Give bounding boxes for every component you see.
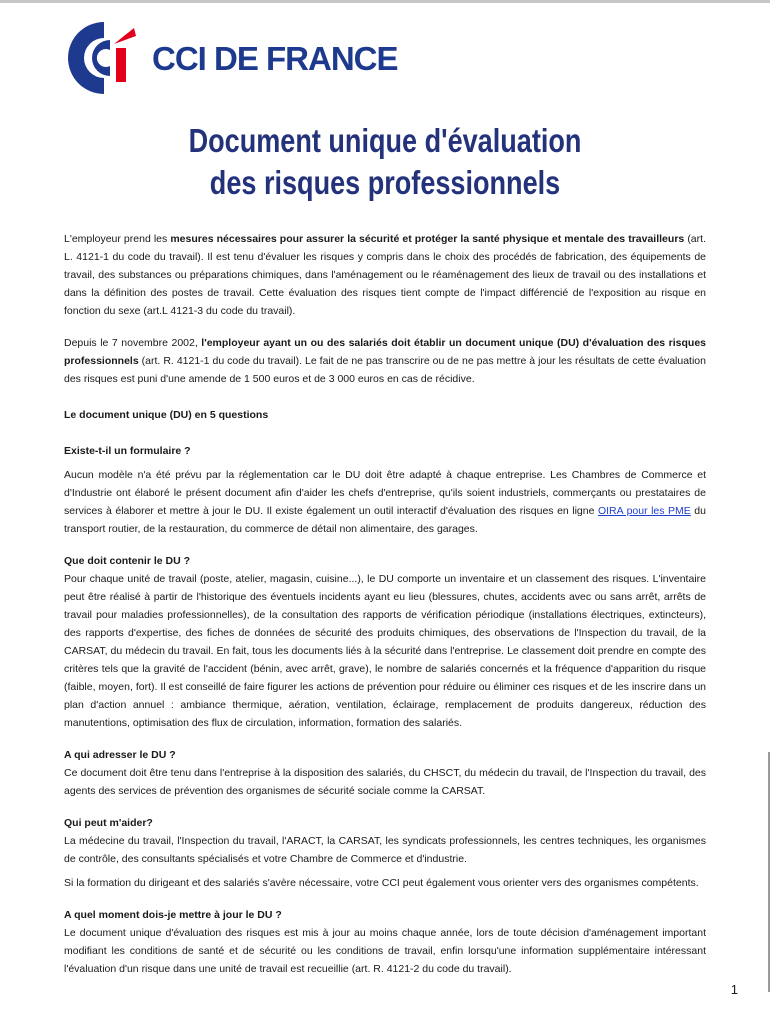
question-1-text: [64, 466, 706, 538]
question-5-text: Le document unique d'évaluation des risques est mis à jour au moins chaque année, lors de toute décision d'aménagement important modifiant les conditions de santé et de sécurité ou les conditions de travail, enfin lorsqu'une information supplémentaire intéressant l'évaluation d'un risque dans une unité de travail est recueillie (art. R. 4121-2 du code du travail).: [64, 927, 706, 975]
intro-paragraph-2: [64, 334, 706, 388]
question-1-heading: Existe-t-il un formulaire ?: [64, 445, 191, 457]
question-4-heading: Qui peut m'aider?: [64, 817, 153, 829]
page-title: [69, 120, 700, 204]
page-number: 1: [730, 982, 738, 997]
top-border: [0, 0, 770, 3]
section-heading: Le document unique (DU) en 5 questions: [64, 409, 269, 421]
document-body: [64, 230, 706, 978]
logo-text: CCI DE FRANCE: [152, 39, 398, 77]
title-line-2: des risques professionnels: [209, 164, 561, 201]
intro-text: (art. R. 4121-1 du code du travail). Le fait de ne pas transcrire ou de ne pas mettre à jour les résultats de cette évaluation des risques est puni d'une amende de 1 500 euros et de 3 000 euros en cas de récidive.: [64, 355, 706, 385]
question-4-text-2: Si la formation du dirigeant et des salariés s'avère nécessaire, votre CCI peut également vous orienter vers des organismes compétents.: [64, 877, 699, 889]
question-2-heading: Que doit contenir le DU ?: [64, 555, 191, 567]
intro-text: L'employeur prend les: [64, 233, 171, 245]
answer-text: Aucun modèle n'a été prévu par la réglementation car le DU doit être adapté à chaque entreprise. Les Chambres de Commerce et d'Industrie ont élaboré le présent document afin d'aider les chefs d'entreprise, qu'ils soient industriels, commerçants ou prestataires de services à élaborer et mettre à jour le DU. Il existe également un outil interactif d'évaluation des risques en ligne: [64, 469, 706, 517]
question-3-text: Ce document doit être tenu dans l'entreprise à la disposition des salariés, du CHSCT, du médecin du travail, de l'Inspection du travail, des agents des services de prévention des organismes de sécurité sociale comme la CARSAT.: [64, 767, 706, 797]
intro-paragraph-1: [64, 230, 706, 320]
question-4-text-1: La médecine du travail, l'Inspection du travail, l'ARACT, la CARSAT, les syndicats professionnels, les centres techniques, les organismes de contrôle, des consultants spécialisés et votre Chambre de Commerce et d'industrie.: [64, 835, 706, 865]
question-2-text: Pour chaque unité de travail (poste, atelier, magasin, cuisine...), le DU comporte un inventaire et un classement des risques. L'inventaire peut être réalisé à partir de l'historique des éventuels incidents ayant eu lieu (blessures, chutes, accidents avec ou sans arrêt, arrêts de travail pour maladies professionnelles), de la consultation des rapports de vérification périodique (installations électriques, extincteurs), des rapports d'expertise, des fiches de données de sécurité des produits chimiques, des observations de l'Inspection du travail, de la CARSAT, du médecin du travail. En fait, tous les documents liés à la sécurité dans l'entreprise. Le classement doit prendre en compte des critères tels que la gravité de l'accident (bénin, avec arrêt, grave), le nombre de salariés concernés et la fréquence d'apparition du risque (faible, moyen, fort). Il est conseillé de faire figurer les actions de prévention pour réduire ou éliminer ces risques et de les inscrire dans un plan d'action annuel : ambiance thermique, aération, ventilation, éclairage, remplacement de produits dangereux, réduction des manutentions, optimisation des flux de circulation, information, formation des salariés.: [64, 573, 706, 729]
intro-text: (art. L. 4121-1 du code du travail). Il est tenu d'évaluer les risques y compris dans le choix des procédés de fabrication, des équipements de travail, des substances ou préparations chimiques, dans l'aménagement ou le réaménagement des lieux de travail ou des installations et dans la définition des postes de travail. Cette évaluation des risques tient compte de l'impact différencié de l'exposition au risque en fonction du sexe (art.L 4121-3 du code du travail).: [64, 233, 706, 317]
oira-link[interactable]: OIRA pour les PME: [597, 505, 691, 517]
answer-text: du transport routier, de la restauration, du commerce de détail non alimentaire, des garages.: [64, 505, 706, 535]
intro-text: Depuis le 7 novembre 2002,: [64, 337, 202, 349]
question-3-heading: A qui adresser le DU ?: [64, 749, 176, 761]
question-5-heading: A quel moment dois-je mettre à jour le DU ?: [64, 909, 282, 921]
title-line-1: Document unique d'évaluation: [188, 122, 582, 159]
cci-logo: [64, 18, 398, 98]
intro-emphasis: l'employeur ayant un ou des salariés doit établir un document unique (DU) d'évaluation des risques professionnels: [64, 337, 706, 367]
intro-emphasis: mesures nécessaires pour assurer la sécurité et protéger la santé physique et mentale des travailleurs: [170, 233, 685, 245]
cci-logo-icon: [64, 18, 144, 98]
